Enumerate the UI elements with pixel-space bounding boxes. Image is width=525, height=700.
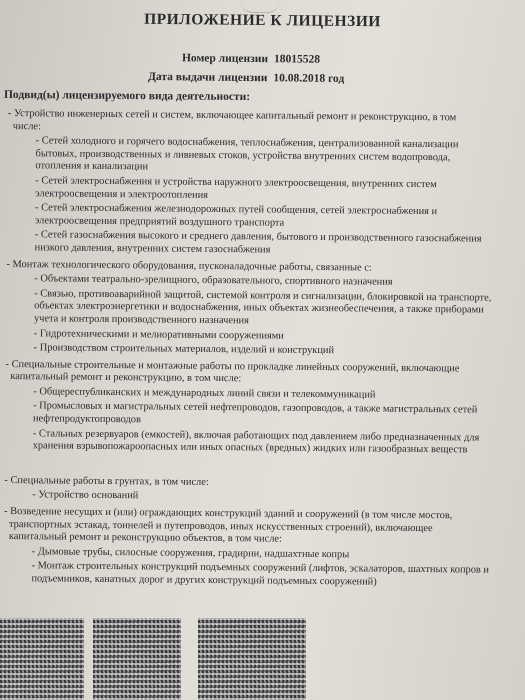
section-text-line: - Устройство инженерных сетей и систем, включающее капитальный ремонт и реконструкцию, в том <box>8 108 511 125</box>
item-text-line: электроосвещения и электроотопления <box>35 187 209 201</box>
section-text-line: числе: <box>12 120 41 132</box>
item-text-line: - Связью, противоаварийной защитой, системой контроля и сигнализации, блокировкой на транспорте, <box>34 288 509 305</box>
list-item <box>35 230 510 260</box>
qr-code-icon <box>0 618 84 700</box>
activity-section <box>7 108 511 259</box>
item-text-line: - Монтаж строительных конструкций подъемных сооружений (лифтов, эскалаторов, шахтных копров и <box>32 561 507 578</box>
item-text-line: бытовых, производственных и ливневых стоков, устройства внутренних систем водопровода, <box>35 148 451 164</box>
item-text-line: - Сетей электроснабжения железнодорожных путей сообщения, сетей электроснабжения и <box>35 202 510 219</box>
license-number-label: Номер лицензии <box>181 52 269 66</box>
item-text-line: - Сетей холодного и горячего водоснабжения, теплоснабжения, централизованной канализации <box>36 135 511 152</box>
list-item <box>35 202 510 232</box>
issue-date-label: Дата выдачи лицензии <box>147 70 268 85</box>
item-text-line: - Сетей электроснабжения и устройства наружного электроосвещения, внутренних систем <box>35 175 510 192</box>
section-text-line: - Монтаж технологического оборудования, пусконаладочные работы, связанные с: <box>6 259 509 276</box>
page-title: ПРИЛОЖЕНИЕ К ЛИЦЕНЗИИ <box>144 10 381 31</box>
activity-section <box>3 506 507 590</box>
activity-section <box>5 359 509 458</box>
item-text-line: - Производством строительных материалов, изделий и конструкций <box>34 342 509 359</box>
item-text-line: - Гидротехническими и мелиоративными сооружениями <box>34 328 509 345</box>
item-text-line: объектах электроэнергетики и водоснабжения, иных объектах жизнеобеспечения, а также приборами <box>34 300 484 316</box>
activity-section <box>6 259 510 360</box>
section-text-line: - Специальные работы в грунтах, в том числе: <box>4 475 507 492</box>
item-text-line: - Стальных резервуаров (емкостей), включая работающих под давлением либо предназначенных для <box>33 428 508 445</box>
list-item <box>34 288 509 330</box>
activity-list <box>1 108 511 590</box>
list-item <box>35 175 510 205</box>
item-text-line: отопления и канализации <box>35 160 149 173</box>
list-item <box>31 561 506 591</box>
issue-date <box>148 71 344 85</box>
section-text-line: капитальный ремонт и реконструкцию объектов, в том числе: <box>8 531 282 545</box>
item-text-line: - Устройство оснований <box>32 490 507 507</box>
section-text-line: транспортных эстакад, тоннелей и путепроводов, иных искусственных строений), включающее <box>8 518 433 534</box>
item-text-line: нефтепродуктопроводов <box>32 413 141 426</box>
issue-date-value: 10.08.2018 год <box>273 72 345 86</box>
item-text-line: - Дымовые трубы, силосные сооружения, градирни, надшахтные копры <box>32 546 507 563</box>
item-text-line: электроосвещения предприятий воздушного транспорта <box>34 215 285 229</box>
qr-code-row <box>0 618 525 700</box>
item-text-line: - Промысловых и магистральных сетей нефтепроводов, газопроводов, а также магистральных сетей <box>33 401 508 418</box>
section-text-line: - Специальные строительные и монтажные работы по прокладке линейных сооружений, включающие <box>5 359 508 376</box>
qr-code-icon <box>93 618 181 700</box>
item-text-line: хранения взрывопожароопасных или иных опасных (вредных) жидких или газообразных веществ <box>32 440 468 456</box>
list-item <box>35 135 510 177</box>
subtypes-heading: Подвид(ы) лицензируемого вида деятельности: <box>3 88 251 104</box>
item-text-line: подъемников, канатных дорог и других конструкций подъемных сооружений) <box>31 573 377 588</box>
item-text-line: - Объектами театрально-зрелищного, образовательного, спортивного назначения <box>34 273 509 290</box>
license-number <box>182 52 320 65</box>
item-text-line: - Сетей газоснабжения высокого и среднего давления, бытового и производственного газоснабжения <box>35 230 510 247</box>
section-text-line: - Возведение несущих и (или) ограждающих конструкций зданий и сооружений (в том числе мостов, <box>4 506 507 523</box>
item-text-line: - Общереспубликанских и международных линий связи и телекоммуникаций <box>33 386 508 403</box>
qr-code-icon <box>198 618 306 700</box>
section-text-line: капитальный ремонт и реконструкцию, в том числе: <box>10 371 242 385</box>
license-number-value: 18015528 <box>273 53 321 66</box>
activity-section <box>4 475 507 507</box>
list-item <box>33 401 508 431</box>
list-item <box>33 428 508 458</box>
item-text-line: низкого давления, внутренних систем газоснабжения <box>34 242 271 256</box>
item-text-line: учета и контроля производственного назначения <box>33 313 249 327</box>
